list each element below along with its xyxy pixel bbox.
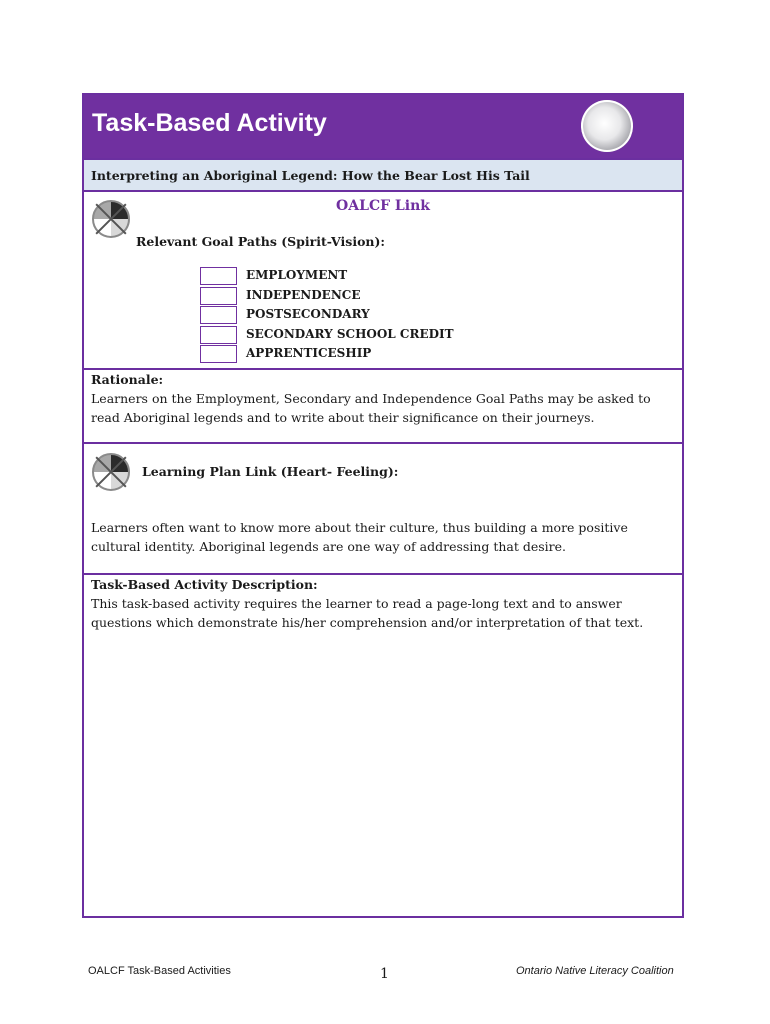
activity-subtitle: Interpreting an Aboriginal Legend: How the Bear Lost His Tail bbox=[91, 168, 530, 183]
rationale-text: Learners on the Employment, Secondary and Independence Goal Paths may be asked to read Aboriginal legends and to write about their significance on their journeys. bbox=[91, 391, 651, 425]
goal-path-label: POSTSECONDARY bbox=[246, 307, 370, 321]
learning-plan-heading: Learning Plan Link (Heart- Feeling): bbox=[142, 464, 399, 479]
rationale-heading: Rationale: bbox=[91, 372, 164, 387]
task-description-section bbox=[84, 575, 682, 916]
subtitle-band bbox=[84, 158, 682, 192]
goal-path-checkbox[interactable] bbox=[200, 287, 237, 305]
medicine-wheel-icon bbox=[92, 453, 130, 491]
activity-sheet bbox=[82, 93, 684, 918]
goal-path-checkbox[interactable] bbox=[200, 267, 237, 285]
task-description-text: This task-based activity requires the learner to read a page-long text and to answer questions which demonstrate his/her comprehension and/or interpretation of that text. bbox=[91, 596, 644, 630]
goal-path-checkbox[interactable] bbox=[200, 345, 237, 363]
goal-path-label: SECONDARY SCHOOL CREDIT bbox=[246, 326, 454, 341]
task-description-heading: Task-Based Activity Description: bbox=[91, 577, 318, 592]
footer-left-text: OALCF Task-Based Activities bbox=[88, 965, 231, 977]
page-number: 1 bbox=[380, 966, 389, 982]
header-band bbox=[84, 95, 682, 158]
goal-path-label: EMPLOYMENT bbox=[246, 268, 348, 282]
oalcf-link-section bbox=[84, 192, 682, 370]
goal-path-checkbox[interactable] bbox=[200, 326, 237, 344]
page-title: Task-Based Activity bbox=[92, 109, 327, 137]
footer-right-text: Ontario Native Literacy Coalition bbox=[516, 965, 674, 977]
goal-path-label: INDEPENDENCE bbox=[246, 287, 361, 302]
learning-plan-text: Learners often want to know more about their culture, thus building a more positive cultural identity. Aboriginal legends are one way of addressing that desire. bbox=[91, 520, 628, 554]
learning-plan-section bbox=[84, 444, 682, 575]
rationale-section bbox=[84, 370, 682, 444]
goal-paths-heading: Relevant Goal Paths (Spirit-Vision): bbox=[136, 234, 386, 249]
goal-path-checkbox[interactable] bbox=[200, 306, 237, 324]
oalcf-link-title: OALCF Link bbox=[336, 198, 430, 214]
goal-path-label: APPRENTICESHIP bbox=[246, 346, 372, 360]
coalition-logo-icon bbox=[581, 100, 633, 152]
